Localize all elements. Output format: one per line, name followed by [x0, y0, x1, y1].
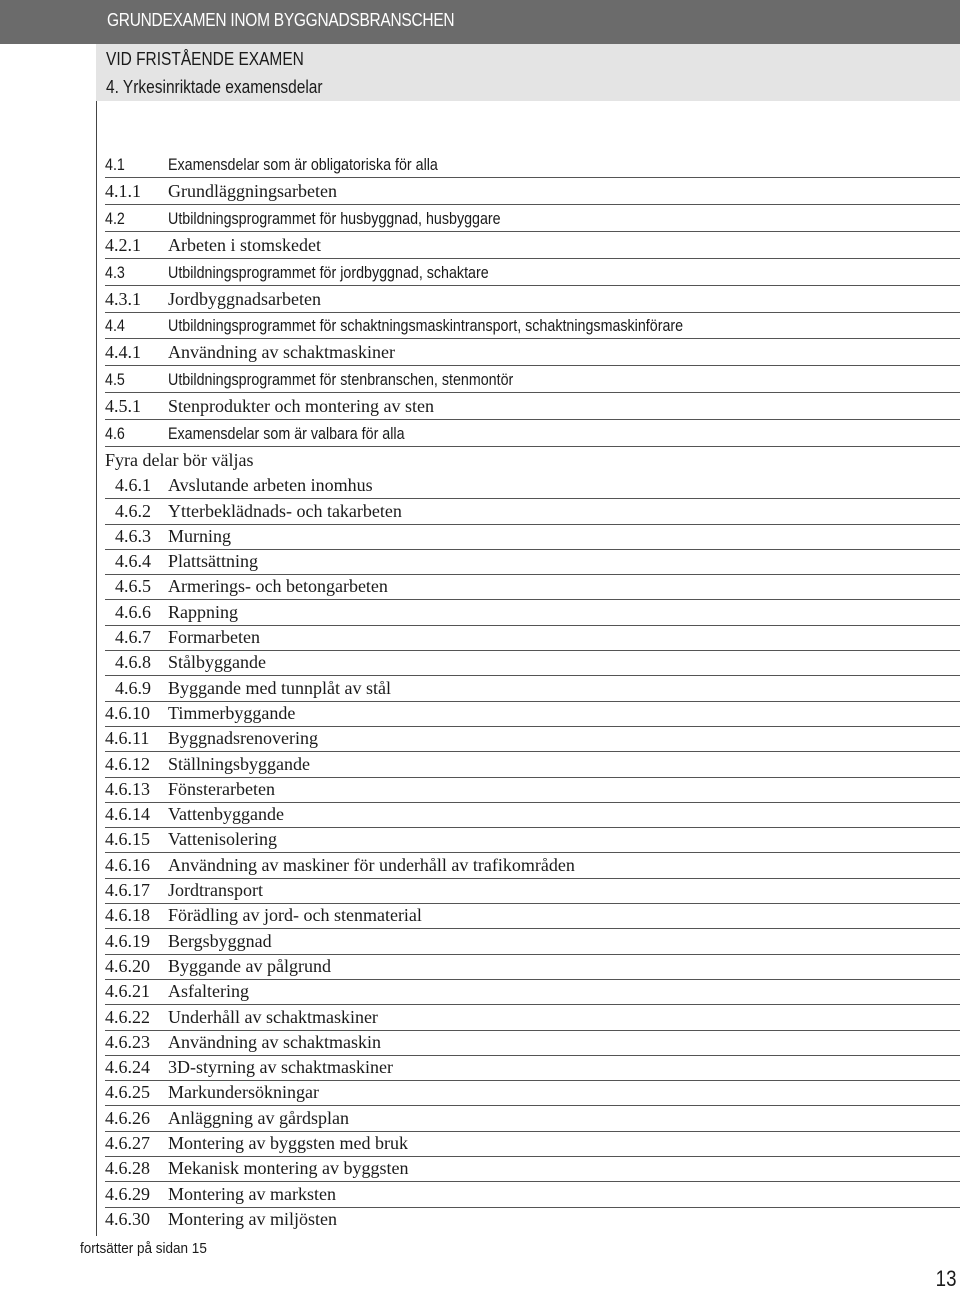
item-number: 4.6.14 [105, 804, 150, 825]
item-number: 4.1.1 [105, 180, 141, 201]
item-title: Arbeten i stomskedet [168, 234, 321, 255]
item-title: Användning av schaktmaskiner [168, 342, 395, 363]
list-item [105, 902, 960, 929]
list-item [105, 599, 960, 626]
page-number: 13 [935, 1266, 956, 1291]
item-title: Utbildningsprogrammet för husbyggnad, husbyggare [168, 208, 501, 228]
item-number: 4.6.25 [105, 1082, 150, 1103]
item-number: 4.6.27 [105, 1133, 150, 1153]
list-item [105, 877, 960, 904]
item-title: Examensdelar som är obligatoriska för alla [168, 155, 438, 174]
item-title: Jordbyggnadsarbeten [168, 288, 321, 309]
list-item [105, 1105, 960, 1132]
document-title: GRUNDEXAMEN INOM BYGGNADSBRANSCHEN [107, 10, 455, 30]
item-number: 4.6.2 [115, 500, 151, 521]
list-item [105, 1029, 960, 1056]
item-number: 4.6.20 [105, 955, 150, 976]
item-number: 4.6.1 [115, 475, 151, 496]
list-item [105, 498, 960, 525]
item-number: 4.6.17 [105, 880, 150, 900]
item-number: 4.3.1 [105, 288, 141, 309]
item-number: 4.6.11 [105, 728, 150, 749]
item-number: 4.6 [105, 424, 125, 443]
item-number: 4.6.3 [115, 525, 151, 546]
document-header-bar [0, 0, 960, 44]
item-number: 4.6.8 [115, 652, 151, 673]
item-number: 4.3 [105, 262, 125, 282]
item-title: Fönsterarbeten [168, 778, 275, 799]
list-item [105, 852, 960, 879]
item-title: Plattsättning [168, 551, 258, 572]
list-item [105, 286, 960, 313]
item-number: 4.6.24 [105, 1057, 150, 1078]
list-item [105, 1181, 960, 1208]
item-title: Formarbeten [168, 627, 260, 647]
list-item [105, 826, 960, 853]
item-title: Rappning [168, 601, 238, 622]
list-item [105, 1130, 960, 1157]
item-title: Timmerbyggande [168, 702, 296, 723]
list-item [105, 339, 960, 366]
item-title: Vattenisolering [168, 829, 277, 850]
list-item [105, 624, 960, 651]
item-number: 4.6.16 [105, 854, 150, 875]
list-item [105, 259, 960, 286]
list-item [105, 928, 960, 955]
item-number: 4.6.22 [105, 1006, 150, 1027]
continuation-note: fortsätter på sidan 15 [80, 1240, 207, 1257]
item-number: 4.5.1 [105, 396, 141, 417]
item-title: Ställningsbyggande [168, 753, 310, 774]
item-number: 4.6.13 [105, 778, 150, 799]
list-item [105, 675, 960, 702]
item-number: 4.2 [105, 208, 125, 228]
list-item [105, 1079, 960, 1106]
item-title: Användning av schaktmaskin [168, 1031, 381, 1052]
item-number: 4.6.9 [115, 677, 151, 698]
list-item [105, 1054, 960, 1081]
list-item [105, 151, 960, 178]
list-item [105, 573, 960, 600]
item-title: Mekanisk montering av byggsten [168, 1158, 409, 1179]
section-heading: 4. Yrkesinriktade examensdelar [106, 77, 323, 97]
item-title: Stenprodukter och montering av sten [168, 396, 434, 417]
item-title: Fyra delar bör väljas [105, 449, 254, 470]
list-item [105, 472, 960, 499]
item-title: Montering av byggsten med bruk [168, 1133, 408, 1153]
list-item [105, 978, 960, 1005]
item-title: Byggande med tunnplåt av stål [168, 677, 391, 698]
item-title: Utbildningsprogrammet för schaktningsmaskintransport, schaktningsmaskinförare [168, 316, 684, 336]
item-number: 4.6.4 [115, 551, 151, 572]
item-number: 4.6.18 [105, 905, 150, 926]
list-item [105, 232, 960, 259]
list-item [105, 700, 960, 727]
item-number: 4.6.26 [105, 1107, 150, 1128]
item-number: 4.6.15 [105, 829, 150, 850]
item-title: Armerings- och betongarbeten [168, 576, 388, 597]
list-item [105, 1155, 960, 1182]
item-title: Utbildningsprogrammet för jordbyggnad, schaktare [168, 262, 489, 282]
item-number: 4.6.19 [105, 930, 150, 951]
list-item [105, 776, 960, 803]
item-title: Byggande av pålgrund [168, 955, 331, 976]
item-number: 4.6.21 [105, 981, 150, 1002]
item-number: 4.6.5 [115, 576, 151, 597]
list-item [105, 523, 960, 550]
list-item [105, 393, 960, 420]
list-item [105, 1004, 960, 1031]
item-number: 4.4.1 [105, 342, 141, 363]
list-item [105, 953, 960, 980]
item-title: Asfaltering [168, 981, 249, 1002]
item-title: Vattenbyggande [168, 804, 284, 825]
list-item [105, 420, 960, 447]
list-item [105, 801, 960, 828]
item-title: Montering av marksten [168, 1183, 336, 1204]
item-title: Användning av maskiner för underhåll av trafikområden [168, 854, 575, 875]
list-item [105, 751, 960, 778]
item-number: 4.6.23 [105, 1031, 150, 1052]
item-number: 4.6.7 [115, 627, 151, 647]
item-number: 4.6.10 [105, 702, 150, 723]
table-heading [96, 44, 960, 101]
item-number: 4.6.12 [105, 753, 150, 774]
list-item [105, 725, 960, 752]
item-title: Montering av miljösten [168, 1208, 337, 1229]
item-title: Examensdelar som är valbara för alla [168, 424, 405, 443]
item-title: Bergsbyggnad [168, 930, 272, 951]
item-title: Förädling av jord- och stenmaterial [168, 905, 422, 926]
item-title: Stålbyggande [168, 652, 266, 673]
list-item [105, 447, 960, 473]
list-item [105, 178, 960, 205]
item-number: 4.1 [105, 155, 125, 174]
item-number: 4.5 [105, 370, 125, 390]
item-title: Utbildningsprogrammet för stenbranschen, stenmontör [168, 370, 514, 390]
item-title: Ytterbeklädnads- och takarbeten [168, 500, 402, 521]
item-number: 4.6.28 [105, 1158, 150, 1179]
item-title: Underhåll av schaktmaskiner [168, 1006, 378, 1027]
item-number: 4.6.6 [115, 601, 151, 622]
list-item [105, 205, 960, 232]
item-title: Grundläggningsarbeten [168, 180, 337, 201]
list-item [105, 649, 960, 676]
list-item [105, 312, 960, 339]
list-item [105, 548, 960, 575]
item-title: Murning [168, 525, 231, 546]
item-title: Jordtransport [168, 880, 263, 900]
item-title: Avslutande arbeten inomhus [168, 475, 373, 496]
item-title: Markundersökningar [168, 1082, 319, 1103]
item-number: 4.6.29 [105, 1183, 150, 1204]
item-number: 4.2.1 [105, 234, 141, 255]
list-item [105, 366, 960, 393]
item-number: 4.6.30 [105, 1208, 150, 1229]
item-title: Byggnadsrenovering [168, 728, 318, 749]
list-item [105, 1206, 960, 1232]
item-number: 4.4 [105, 316, 125, 336]
table-subtitle: VID FRISTÅENDE EXAMEN [106, 49, 304, 69]
item-title: Anläggning av gårdsplan [168, 1107, 349, 1128]
item-title: 3D-styrning av schaktmaskiner [168, 1057, 393, 1078]
